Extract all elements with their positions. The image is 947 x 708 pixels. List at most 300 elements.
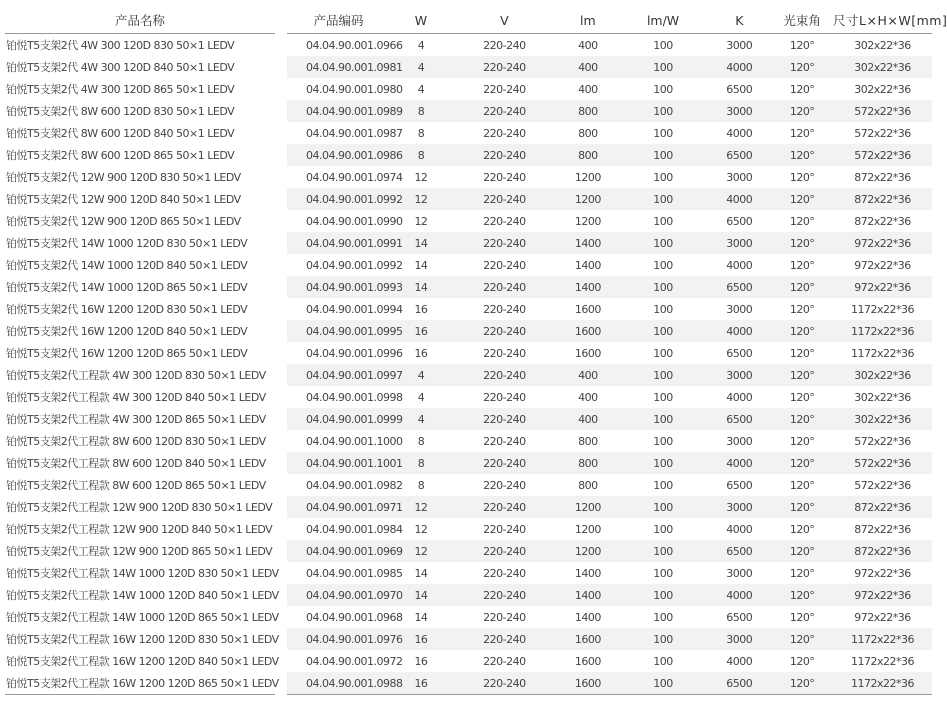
beam-angle-cell: 120° — [771, 320, 833, 342]
color-temp-cell: 4000 — [726, 126, 753, 140]
wattage-cell: 8 — [417, 126, 425, 140]
efficacy-cell: 100 — [653, 478, 673, 492]
dimensions-cell: 572x22*36 — [854, 478, 911, 492]
dimensions-cell: 302x22*36 — [854, 38, 911, 52]
table-row — [287, 650, 932, 672]
product-name-cell: 铂悦T5支架2代 12W 900 120D 830 50×1 LEDV — [6, 171, 241, 184]
beam-angle-cell: 120° — [771, 144, 833, 166]
wattage-cell: 16 — [414, 654, 428, 668]
beam-angle-cell: 120° — [789, 38, 815, 52]
product-name-list — [5, 34, 279, 695]
lumen-cell: 1600 — [574, 654, 601, 668]
color-temp-cell: 3000 — [707, 100, 771, 122]
beam-angle-cell: 120° — [771, 628, 833, 650]
beam-angle-cell: 120° — [789, 522, 815, 536]
color-temp-cell: 6500 — [726, 478, 753, 492]
color-temp-cell: 3000 — [726, 38, 753, 52]
color-temp-cell: 3000 — [707, 232, 771, 254]
dimensions-cell: 872x22*36 — [854, 522, 911, 536]
voltage-cell: 220-240 — [483, 434, 526, 448]
beam-angle-cell: 120° — [789, 390, 815, 404]
efficacy-cell: 100 — [653, 302, 673, 316]
product-name-cell: 铂悦T5支架2代 16W 1200 120D 840 50×1 LEDV — [6, 325, 248, 338]
wattage-cell: 16 — [414, 302, 428, 316]
color-temp-cell: 4000 — [726, 522, 753, 536]
voltage-cell: 220-240 — [483, 346, 526, 360]
efficacy-cell: 100 — [653, 346, 673, 360]
efficacy-cell: 100 — [619, 496, 708, 518]
table-row — [5, 628, 275, 650]
product-name-cell: 铂悦T5支架2代 12W 900 120D 865 50×1 LEDV — [6, 215, 241, 228]
efficacy-cell: 100 — [619, 408, 708, 430]
wattage-cell: 12 — [414, 522, 428, 536]
table-row — [5, 408, 275, 430]
dimensions-cell: 302x22*36 — [854, 82, 911, 96]
efficacy-cell: 100 — [619, 100, 708, 122]
table-row — [287, 430, 932, 452]
product-code-cell: 04.04.90.001.0981 — [287, 56, 390, 78]
color-temp-cell: 6500 — [726, 610, 753, 624]
voltage-cell: 220-240 — [452, 364, 557, 386]
table-row — [5, 474, 275, 496]
voltage-cell: 220-240 — [452, 452, 557, 474]
header-efficacy: lm/W — [619, 7, 708, 34]
voltage-cell: 220-240 — [483, 126, 526, 140]
wattage-cell: 12 — [390, 540, 452, 562]
wattage-cell: 8 — [417, 434, 425, 448]
wattage-cell: 8 — [390, 100, 452, 122]
table-row — [287, 254, 932, 276]
color-temp-cell: 6500 — [707, 540, 771, 562]
voltage-cell: 220-240 — [452, 408, 557, 430]
header-dimensions: 尺寸L×H×W[mm] — [833, 7, 932, 34]
product-code-cell: 04.04.90.001.0982 — [306, 478, 403, 492]
wattage-cell: 14 — [414, 610, 428, 624]
table-row — [5, 452, 275, 474]
dimensions-cell: 872x22*36 — [833, 540, 932, 562]
table-row — [5, 540, 275, 562]
efficacy-cell: 100 — [653, 390, 673, 404]
color-temp-cell: 6500 — [707, 144, 771, 166]
voltage-cell: 220-240 — [483, 214, 526, 228]
table-row — [5, 320, 275, 342]
beam-angle-cell: 120° — [789, 214, 815, 228]
dimensions-cell: 872x22*36 — [833, 188, 932, 210]
product-name-cell: 铂悦T5支架2代 14W 1000 120D 865 50×1 LEDV — [6, 281, 248, 294]
table-row — [287, 606, 932, 628]
product-name-cell: 铂悦T5支架2代工程款 14W 1000 120D 830 50×1 LEDV — [6, 567, 279, 580]
color-temp-cell: 4000 — [726, 390, 753, 404]
header-beam-angle: 光束角 — [771, 7, 833, 34]
color-temp-cell: 3000 — [726, 170, 753, 184]
voltage-cell: 220-240 — [452, 100, 557, 122]
table-row — [287, 364, 932, 386]
dimensions-cell: 572x22*36 — [833, 144, 932, 166]
voltage-cell: 220-240 — [483, 390, 526, 404]
product-code-cell: 04.04.90.001.0970 — [287, 584, 390, 606]
table-row — [287, 540, 932, 562]
product-name-cell: 铂悦T5支架2代 16W 1200 120D 865 50×1 LEDV — [6, 347, 248, 360]
header-color-temp: K — [707, 7, 771, 34]
color-temp-cell: 4000 — [707, 584, 771, 606]
beam-angle-cell: 120° — [771, 364, 833, 386]
product-name-cell: 铂悦T5支架2代工程款 4W 300 120D 865 50×1 LEDV — [6, 413, 266, 426]
voltage-cell: 220-240 — [483, 302, 526, 316]
table-row — [287, 188, 932, 210]
dimensions-cell: 872x22*36 — [854, 170, 911, 184]
lumen-cell: 800 — [557, 100, 619, 122]
color-temp-cell: 4000 — [707, 56, 771, 78]
wattage-cell: 12 — [414, 214, 428, 228]
lumen-cell: 1200 — [574, 170, 601, 184]
lumen-cell: 400 — [578, 390, 598, 404]
product-code-cell: 04.04.90.001.0971 — [287, 496, 390, 518]
beam-angle-cell: 120° — [789, 610, 815, 624]
table-row — [287, 144, 932, 166]
lumen-cell: 1200 — [557, 496, 619, 518]
beam-angle-cell: 120° — [789, 566, 815, 580]
product-code-cell: 04.04.90.001.0969 — [287, 540, 390, 562]
name-header-row — [5, 7, 275, 34]
table-row — [287, 56, 932, 78]
header-product-code: 产品编码 — [287, 7, 390, 34]
product-name-cell: 铂悦T5支架2代 8W 600 120D 840 50×1 LEDV — [6, 127, 235, 140]
efficacy-cell: 100 — [653, 566, 673, 580]
lumen-cell: 800 — [578, 126, 598, 140]
wattage-cell: 12 — [414, 170, 428, 184]
lumen-cell: 1200 — [574, 522, 601, 536]
product-code-cell: 04.04.90.001.1000 — [306, 434, 403, 448]
color-temp-cell: 3000 — [726, 566, 753, 580]
beam-angle-cell: 120° — [789, 258, 815, 272]
beam-angle-cell: 120° — [771, 232, 833, 254]
efficacy-cell: 100 — [653, 214, 673, 228]
voltage-cell: 220-240 — [452, 320, 557, 342]
beam-angle-cell: 120° — [789, 654, 815, 668]
efficacy-cell: 100 — [619, 364, 708, 386]
beam-angle-cell: 120° — [789, 126, 815, 140]
lumen-cell: 1400 — [574, 566, 601, 580]
table-row — [5, 518, 275, 540]
efficacy-cell: 100 — [619, 452, 708, 474]
product-code-cell: 04.04.90.001.0993 — [287, 276, 390, 298]
dimensions-cell: 302x22*36 — [854, 390, 911, 404]
lumen-cell: 1600 — [574, 346, 601, 360]
efficacy-cell: 100 — [653, 434, 673, 448]
table-row — [287, 34, 932, 57]
lumen-cell: 400 — [578, 38, 598, 52]
product-code-cell: 04.04.90.001.0974 — [306, 170, 403, 184]
color-temp-cell: 4000 — [726, 258, 753, 272]
voltage-cell: 220-240 — [483, 522, 526, 536]
lumen-cell: 1400 — [557, 584, 619, 606]
voltage-cell: 220-240 — [452, 232, 557, 254]
table-row — [5, 56, 275, 78]
table-row — [287, 276, 932, 298]
efficacy-cell: 100 — [619, 628, 708, 650]
color-temp-cell: 6500 — [726, 214, 753, 228]
efficacy-cell: 100 — [619, 584, 708, 606]
table-row — [5, 650, 275, 672]
product-code-cell: 04.04.90.001.0987 — [306, 126, 403, 140]
wattage-cell: 8 — [417, 478, 425, 492]
efficacy-cell: 100 — [653, 126, 673, 140]
color-temp-cell: 6500 — [707, 408, 771, 430]
lumen-cell: 800 — [578, 478, 598, 492]
beam-angle-cell: 120° — [771, 56, 833, 78]
voltage-cell: 220-240 — [483, 82, 526, 96]
product-name-cell: 铂悦T5支架2代工程款 14W 1000 120D 840 50×1 LEDV — [6, 589, 279, 602]
efficacy-cell: 100 — [619, 276, 708, 298]
product-code-cell: 04.04.90.001.0996 — [306, 346, 403, 360]
product-name-cell: 铂悦T5支架2代工程款 16W 1200 120D 830 50×1 LEDV — [6, 633, 279, 646]
lumen-cell: 1200 — [557, 540, 619, 562]
dimensions-cell: 972x22*36 — [854, 258, 911, 272]
voltage-cell: 220-240 — [483, 610, 526, 624]
lumen-cell: 800 — [578, 434, 598, 448]
table-row — [5, 584, 275, 606]
table-row — [5, 496, 275, 518]
wattage-cell: 16 — [414, 346, 428, 360]
product-name-cell: 铂悦T5支架2代 16W 1200 120D 830 50×1 LEDV — [6, 303, 248, 316]
voltage-cell: 220-240 — [452, 276, 557, 298]
wattage-cell: 8 — [390, 452, 452, 474]
product-spec-table — [287, 7, 947, 695]
table-row — [287, 562, 932, 584]
color-temp-cell: 6500 — [707, 276, 771, 298]
dimensions-cell: 972x22*36 — [854, 566, 911, 580]
table-row — [287, 628, 932, 650]
wattage-cell: 16 — [390, 628, 452, 650]
color-temp-cell: 4000 — [707, 320, 771, 342]
table-row — [287, 474, 932, 496]
beam-angle-cell: 120° — [771, 100, 833, 122]
table-row — [5, 276, 275, 298]
efficacy-cell: 100 — [619, 232, 708, 254]
dimensions-cell: 1172x22*36 — [833, 672, 932, 695]
efficacy-cell: 100 — [653, 82, 673, 96]
voltage-cell: 220-240 — [483, 170, 526, 184]
table-row — [5, 78, 275, 100]
product-name-cell: 铂悦T5支架2代工程款 4W 300 120D 830 50×1 LEDV — [6, 369, 266, 382]
header-lumen: lm — [557, 7, 619, 34]
product-code-cell: 04.04.90.001.0992 — [287, 188, 390, 210]
table-row — [287, 672, 932, 695]
lumen-cell: 1400 — [574, 610, 601, 624]
table-row — [5, 298, 275, 320]
dimensions-cell: 572x22*36 — [833, 452, 932, 474]
table-row — [5, 672, 275, 695]
table-row — [287, 210, 932, 232]
efficacy-cell: 100 — [653, 610, 673, 624]
beam-angle-cell: 120° — [789, 302, 815, 316]
product-code-cell: 04.04.90.001.0988 — [287, 672, 390, 695]
beam-angle-cell: 120° — [771, 452, 833, 474]
dimensions-cell: 302x22*36 — [833, 56, 932, 78]
lumen-cell: 400 — [557, 408, 619, 430]
product-code-cell: 04.04.90.001.0997 — [287, 364, 390, 386]
dimensions-cell: 572x22*36 — [833, 100, 932, 122]
color-temp-cell: 6500 — [726, 346, 753, 360]
wattage-cell: 14 — [414, 258, 428, 272]
dimensions-cell: 1172x22*36 — [851, 346, 915, 360]
product-name-cell: 铂悦T5支架2代工程款 12W 900 120D 865 50×1 LEDV — [6, 545, 273, 558]
dimensions-cell: 972x22*36 — [833, 584, 932, 606]
color-temp-cell: 6500 — [707, 672, 771, 695]
product-code-cell: 04.04.90.001.0999 — [287, 408, 390, 430]
product-code-cell: 04.04.90.001.0992 — [306, 258, 403, 272]
table-row — [287, 518, 932, 540]
voltage-cell: 220-240 — [452, 188, 557, 210]
table-row — [5, 364, 275, 386]
efficacy-cell: 100 — [619, 144, 708, 166]
lumen-cell: 1200 — [574, 214, 601, 228]
table-row — [5, 562, 275, 584]
voltage-cell: 220-240 — [452, 628, 557, 650]
color-temp-cell: 3000 — [726, 302, 753, 316]
wattage-cell: 14 — [390, 232, 452, 254]
dimensions-cell: 872x22*36 — [833, 496, 932, 518]
table-row — [5, 254, 275, 276]
table-row — [5, 166, 275, 188]
beam-angle-cell: 120° — [771, 672, 833, 695]
wattage-cell: 14 — [390, 276, 452, 298]
table-row — [5, 34, 275, 57]
wattage-cell: 12 — [390, 188, 452, 210]
voltage-cell: 220-240 — [452, 540, 557, 562]
header-product-name: 产品名称 — [5, 7, 275, 34]
color-temp-cell: 3000 — [707, 628, 771, 650]
dimensions-cell: 972x22*36 — [833, 276, 932, 298]
efficacy-cell: 100 — [653, 654, 673, 668]
efficacy-cell: 100 — [653, 38, 673, 52]
table-row — [287, 298, 932, 320]
table-row — [287, 386, 932, 408]
wattage-cell: 12 — [390, 496, 452, 518]
dimensions-cell: 572x22*36 — [854, 126, 911, 140]
dimensions-cell: 302x22*36 — [833, 408, 932, 430]
product-code-cell: 04.04.90.001.0980 — [306, 82, 403, 96]
efficacy-cell: 100 — [619, 320, 708, 342]
product-name-cell: 铂悦T5支架2代 8W 600 120D 830 50×1 LEDV — [6, 105, 235, 118]
product-name-cell: 铂悦T5支架2代 4W 300 120D 865 50×1 LEDV — [6, 83, 235, 96]
product-code-cell: 04.04.90.001.0972 — [306, 654, 403, 668]
product-code-cell: 04.04.90.001.0968 — [306, 610, 403, 624]
lumen-cell: 800 — [557, 452, 619, 474]
wattage-cell: 4 — [417, 38, 425, 52]
color-temp-cell: 4000 — [726, 654, 753, 668]
beam-angle-cell: 120° — [789, 170, 815, 184]
table-row — [5, 232, 275, 254]
lumen-cell: 1400 — [574, 258, 601, 272]
color-temp-cell: 3000 — [726, 434, 753, 448]
header-wattage: W — [390, 7, 452, 34]
dimensions-cell: 1172x22*36 — [851, 302, 915, 316]
beam-angle-cell: 120° — [771, 408, 833, 430]
product-code-cell: 04.04.90.001.0984 — [306, 522, 403, 536]
efficacy-cell: 100 — [619, 540, 708, 562]
beam-angle-cell: 120° — [789, 82, 815, 96]
color-temp-cell: 3000 — [707, 364, 771, 386]
dimensions-cell: 872x22*36 — [854, 214, 911, 228]
efficacy-cell: 100 — [653, 522, 673, 536]
product-name-cell: 铂悦T5支架2代工程款 4W 300 120D 840 50×1 LEDV — [6, 391, 266, 404]
product-name-cell: 铂悦T5支架2代 14W 1000 120D 840 50×1 LEDV — [6, 259, 248, 272]
table-row — [5, 430, 275, 452]
voltage-cell: 220-240 — [483, 478, 526, 492]
voltage-cell: 220-240 — [483, 654, 526, 668]
voltage-cell: 220-240 — [483, 258, 526, 272]
table-row — [5, 122, 275, 144]
dimensions-cell: 972x22*36 — [833, 232, 932, 254]
voltage-cell: 220-240 — [452, 584, 557, 606]
table-row — [5, 144, 275, 166]
table-row — [5, 100, 275, 122]
efficacy-cell: 100 — [619, 56, 708, 78]
product-name-cell: 铂悦T5支架2代工程款 16W 1200 120D 840 50×1 LEDV — [6, 655, 279, 668]
lumen-cell: 800 — [557, 144, 619, 166]
lumen-cell: 400 — [578, 82, 598, 96]
product-name-cell: 铂悦T5支架2代工程款 8W 600 120D 830 50×1 LEDV — [6, 435, 266, 448]
voltage-cell: 220-240 — [452, 144, 557, 166]
lumen-cell: 400 — [557, 364, 619, 386]
table-row — [287, 342, 932, 364]
dimensions-cell: 1172x22*36 — [833, 320, 932, 342]
beam-angle-cell: 120° — [771, 188, 833, 210]
table-row — [287, 320, 932, 342]
product-name-cell: 铂悦T5支架2代 8W 600 120D 865 50×1 LEDV — [6, 149, 235, 162]
wattage-cell: 4 — [417, 82, 425, 96]
color-temp-cell: 4000 — [707, 188, 771, 210]
product-code-cell: 04.04.90.001.0986 — [287, 144, 390, 166]
voltage-cell: 220-240 — [483, 566, 526, 580]
product-name-cell: 铂悦T5支架2代工程款 8W 600 120D 840 50×1 LEDV — [6, 457, 266, 470]
lumen-cell: 1200 — [557, 188, 619, 210]
beam-angle-cell: 120° — [771, 540, 833, 562]
product-name-cell: 铂悦T5支架2代 4W 300 120D 840 50×1 LEDV — [6, 61, 235, 74]
efficacy-cell: 100 — [619, 672, 708, 695]
header-voltage: V — [452, 7, 557, 34]
dimensions-cell: 1172x22*36 — [833, 628, 932, 650]
dimensions-cell: 302x22*36 — [833, 364, 932, 386]
table-row — [5, 386, 275, 408]
table-row — [5, 210, 275, 232]
product-code-cell: 04.04.90.001.0976 — [287, 628, 390, 650]
voltage-cell: 220-240 — [452, 496, 557, 518]
product-code-cell: 04.04.90.001.0985 — [306, 566, 403, 580]
wattage-cell: 14 — [390, 584, 452, 606]
beam-angle-cell: 120° — [771, 276, 833, 298]
table-row — [287, 584, 932, 606]
product-code-cell: 04.04.90.001.0966 — [306, 38, 403, 52]
product-name-cell: 铂悦T5支架2代工程款 12W 900 120D 840 50×1 LEDV — [6, 523, 273, 536]
table-row — [287, 100, 932, 122]
beam-angle-cell: 120° — [789, 346, 815, 360]
product-name-cell: 铂悦T5支架2代 4W 300 120D 830 50×1 LEDV — [6, 39, 235, 52]
color-temp-cell: 3000 — [707, 496, 771, 518]
lumen-cell: 1400 — [557, 232, 619, 254]
beam-angle-cell: 120° — [771, 584, 833, 606]
product-code-cell: 04.04.90.001.1001 — [287, 452, 390, 474]
product-code-cell: 04.04.90.001.0989 — [287, 100, 390, 122]
product-code-cell: 04.04.90.001.0990 — [306, 214, 403, 228]
efficacy-cell: 100 — [653, 258, 673, 272]
dimensions-cell: 972x22*36 — [854, 610, 911, 624]
table-row — [287, 232, 932, 254]
product-code-cell: 04.04.90.001.0995 — [287, 320, 390, 342]
lumen-cell: 1400 — [557, 276, 619, 298]
lumen-cell: 1600 — [557, 672, 619, 695]
